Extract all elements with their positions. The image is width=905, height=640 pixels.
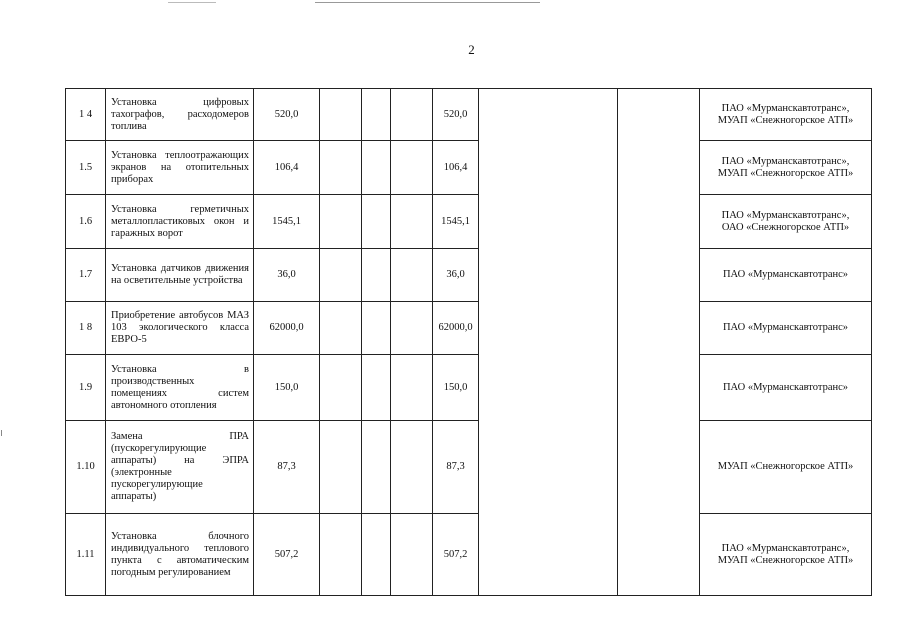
cost-own-funds: 36,0	[433, 249, 479, 302]
org-line: ПАО «Мурманскавтотранс»	[722, 322, 849, 333]
responsible-org	[700, 141, 872, 195]
empty-cell	[362, 302, 391, 355]
responsible-org	[700, 89, 872, 141]
responsible-org	[700, 514, 872, 596]
scan-edge-mark	[168, 2, 216, 3]
empty-cell	[391, 514, 433, 596]
scan-edge-line	[315, 2, 540, 3]
empty-cell	[362, 514, 391, 596]
table-row	[66, 141, 872, 195]
table-row	[66, 421, 872, 514]
org-line: МУАП «Снежногорское АТП»	[717, 114, 854, 126]
org-line: ПАО «Мурманскавтотранс»,	[721, 102, 850, 114]
cost-own-funds: 87,3	[433, 421, 479, 514]
cost-total: 36,0	[254, 249, 320, 302]
responsible-org	[700, 302, 872, 355]
empty-cell	[391, 89, 433, 141]
org-line: ПАО «Мурманскавтотранс»,	[721, 209, 850, 221]
empty-cell	[320, 141, 362, 195]
empty-cell	[391, 355, 433, 421]
measure-name: Приобретение автобусов МАЗ 103 экологического класса ЕВРО-5	[106, 302, 254, 355]
empty-cell	[391, 195, 433, 249]
scan-margin-mark	[1, 430, 5, 436]
measure-name: Установка в производственных помещениях систем автономного отопления	[106, 355, 254, 421]
table-row	[66, 89, 872, 141]
row-number: 1.7	[66, 249, 106, 302]
cost-own-funds: 62000,0	[433, 302, 479, 355]
cost-own-funds: 150,0	[433, 355, 479, 421]
org-line: ПАО «Мурманскавтотранс»	[722, 269, 849, 280]
cost-own-funds: 507,2	[433, 514, 479, 596]
empty-cell	[391, 141, 433, 195]
empty-merged-cell	[479, 89, 618, 596]
table-row	[66, 249, 872, 302]
cost-total: 62000,0	[254, 302, 320, 355]
empty-merged-cell	[618, 89, 700, 596]
org-line: ПАО «Мурманскавтотранс»,	[721, 542, 850, 554]
empty-cell	[391, 421, 433, 514]
responsible-org	[700, 421, 872, 514]
empty-cell	[362, 89, 391, 141]
empty-cell	[362, 195, 391, 249]
row-number: 1.11	[66, 514, 106, 596]
empty-cell	[362, 421, 391, 514]
cost-own-funds: 1545,1	[433, 195, 479, 249]
table-row	[66, 195, 872, 249]
empty-cell	[362, 249, 391, 302]
org-line: ПАО «Мурманскавтотранс»,	[721, 155, 850, 167]
table-row	[66, 302, 872, 355]
table-row	[66, 514, 872, 596]
responsible-org	[700, 249, 872, 302]
cost-total: 106,4	[254, 141, 320, 195]
measures-table	[65, 88, 872, 596]
row-number: 1 4	[66, 89, 106, 141]
measure-name: Установка цифровых тахографов, расходомеров топлива	[106, 89, 254, 141]
empty-cell	[320, 514, 362, 596]
cost-total: 1545,1	[254, 195, 320, 249]
org-line: МУАП «Снежногорское АТП»	[717, 554, 854, 566]
org-line: МУАП «Снежногорское АТП»	[717, 461, 854, 472]
page-number: 2	[468, 42, 475, 57]
measure-name: Установка герметичных металлопластиковых окон и гаражных ворот	[106, 195, 254, 249]
empty-cell	[320, 195, 362, 249]
empty-cell	[320, 302, 362, 355]
row-number: 1.10	[66, 421, 106, 514]
row-number: 1.9	[66, 355, 106, 421]
org-line: ОАО «Снежногорское АТП»	[721, 221, 850, 233]
empty-cell	[362, 141, 391, 195]
cost-total: 87,3	[254, 421, 320, 514]
empty-cell	[320, 421, 362, 514]
org-line: МУАП «Снежногорское АТП»	[717, 167, 854, 179]
cost-own-funds: 106,4	[433, 141, 479, 195]
empty-cell	[391, 302, 433, 355]
empty-cell	[320, 355, 362, 421]
cost-total: 520,0	[254, 89, 320, 141]
measure-name: Установка теплоотражающих экранов на отопительных приборах	[106, 141, 254, 195]
measure-name: Установка блочного индивидуального теплового пункта с автоматическим погодным регулированием	[106, 514, 254, 596]
cost-total: 507,2	[254, 514, 320, 596]
empty-cell	[362, 355, 391, 421]
empty-cell	[320, 89, 362, 141]
table-row	[66, 355, 872, 421]
row-number: 1.5	[66, 141, 106, 195]
empty-cell	[391, 249, 433, 302]
empty-cell	[320, 249, 362, 302]
measure-name: Замена ПРА (пускорегулирующие аппараты) на ЭПРА (электронные пускорегулирующие аппараты)	[106, 421, 254, 514]
responsible-org	[700, 195, 872, 249]
row-number: 1 8	[66, 302, 106, 355]
cost-own-funds: 520,0	[433, 89, 479, 141]
measure-name: Установка датчиков движения на осветительные устройства	[106, 249, 254, 302]
responsible-org	[700, 355, 872, 421]
row-number: 1.6	[66, 195, 106, 249]
org-line: ПАО «Мурманскавтотранс»	[722, 381, 849, 393]
cost-total: 150,0	[254, 355, 320, 421]
